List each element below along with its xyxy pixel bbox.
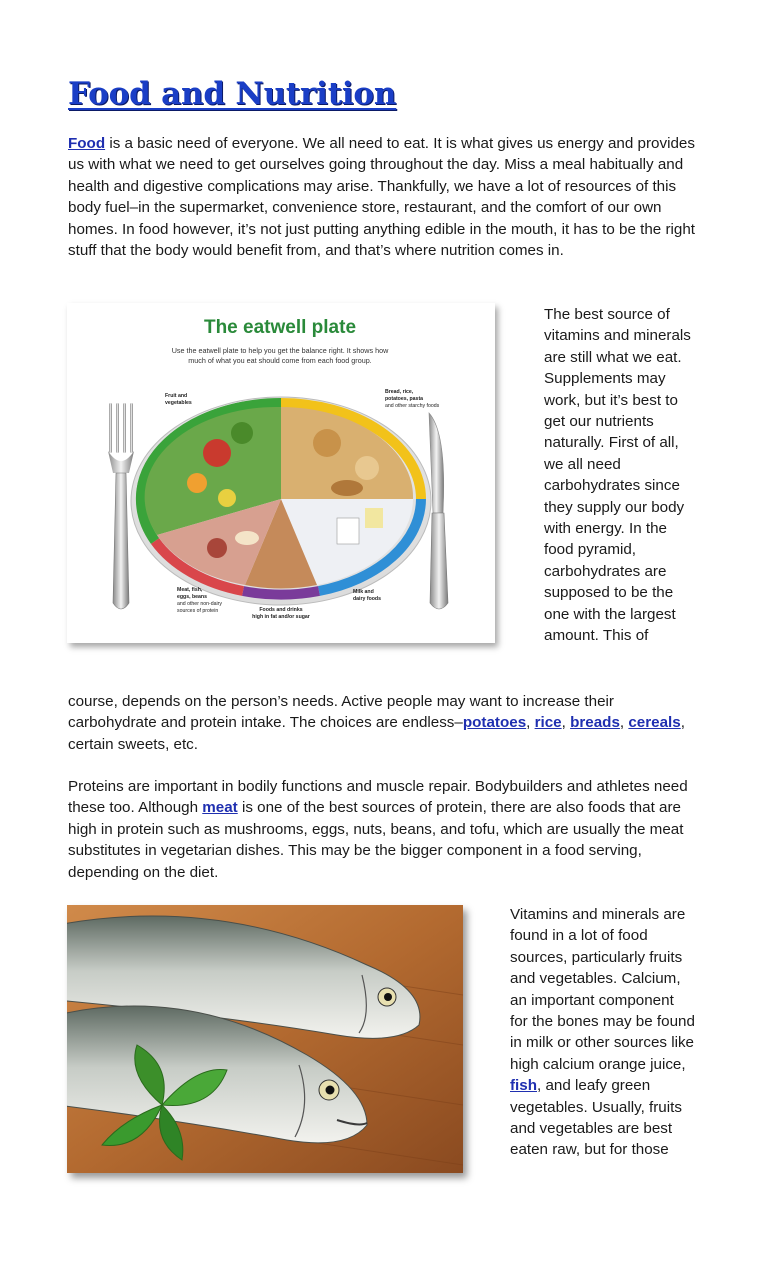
breads-link[interactable]: breads	[570, 714, 620, 732]
plate-chart	[131, 397, 431, 605]
label-meat-4: sources of protein	[177, 608, 219, 614]
vitamins-text-b: , and leafy green vegetables. Usually, fruits and vegetables are best eaten raw, but for those	[510, 1077, 682, 1159]
intro-paragraph	[68, 133, 698, 261]
protein-text-a: Proteins are important in bodily functions and muscle repair. Bodybuilders and athletes need these too. Although	[68, 778, 688, 817]
sep-3: ,	[619, 714, 629, 732]
protein-text-b: is one of the best sources of protein, there are also foods that are high in protein such as mushrooms, eggs, nuts, beans, and tofu, which are usually the meat substitutes in vegetarian dishes. This may be the bigger component in a food serving, depending on the diet.	[68, 799, 684, 881]
potatoes-link[interactable]: potatoes	[462, 714, 527, 732]
label-fat-2: high in fat and/or sugar	[252, 614, 310, 620]
label-bread-2: potatoes, pasta	[385, 396, 424, 402]
meat-link[interactable]: meat	[202, 799, 238, 817]
side-paragraph-1: The best source of vitamins and minerals are still what we eat. Supplements may work, but it’s best to get our nutrients naturally. First of all, we all need carbohydrates since they supply our body with energy. In the food pyramid, carbohydrates are supposed to be the one with the largest amount. This of	[544, 306, 691, 645]
sep-2: ,	[561, 714, 571, 732]
fish-image	[67, 905, 463, 1173]
label-bread-3: and other starchy foods	[385, 403, 440, 409]
carbs-text-a: course, depends on the person’s needs. Active people may want to increase their carbohydrate and protein intake. The choices are endless–	[68, 693, 614, 732]
carbs-text-b: , certain sweets, etc.	[68, 714, 685, 753]
label-bread-1: Bread, rice,	[385, 389, 414, 395]
eatwell-plate-graphic	[67, 303, 495, 643]
label-milk-2: dairy foods	[353, 596, 381, 602]
label-meat-2: eggs, beans	[177, 594, 207, 600]
label-meat-1: Meat, fish,	[177, 587, 203, 593]
fish-graphic	[67, 905, 463, 1173]
intro-text: is a basic need of everyone. We all need to eat. It is what gives us energy and provides us with what we need to get ourselves going throughout the day. Miss a meal habitually and health and digestive complications may arise. Thankfully, we have a lot of resources of this body fuel–in the supermarket, convenience store, restaurant, and the comfort of our own homes. In food however, it’s not just putting anything edible in the mouth, it has to be the right stuff that the body would benefit from, and that’s where nutrition comes in.	[68, 135, 696, 260]
protein-paragraph	[68, 776, 698, 883]
eatwell-plate-image	[67, 303, 495, 643]
sep-1: ,	[526, 714, 535, 732]
eatwell-title: The eatwell plate	[203, 317, 357, 338]
label-fruit-1: Fruit and	[165, 393, 188, 399]
label-fat-1: Foods and drinks	[259, 607, 303, 613]
label-meat-3: and other non-dairy	[177, 601, 222, 607]
page-title: Food and Nutrition	[68, 76, 397, 112]
cereals-link[interactable]: cereals	[628, 714, 681, 732]
label-fruit-2: vegetables	[165, 400, 192, 406]
label-milk-1: Milk and	[353, 589, 374, 595]
eatwell-subtitle-1: Use the eatwell plate to help you get the balance right. It shows how	[171, 346, 389, 355]
eatwell-subtitle-2: much of what you eat should come from each food group.	[188, 356, 372, 365]
rice-link[interactable]: rice	[534, 714, 562, 732]
vitamins-text-a: Vitamins and minerals are found in a lot of food sources, particularly fruits and vegetables. Calcium, an important component for the bones may be found in milk or other sources like high calcium orange juice,	[510, 906, 695, 1073]
carbs-paragraph	[68, 691, 698, 755]
side-paragraph-2	[510, 904, 695, 1161]
food-link[interactable]: Food	[68, 135, 106, 152]
fish-link[interactable]: fish	[510, 1077, 538, 1095]
